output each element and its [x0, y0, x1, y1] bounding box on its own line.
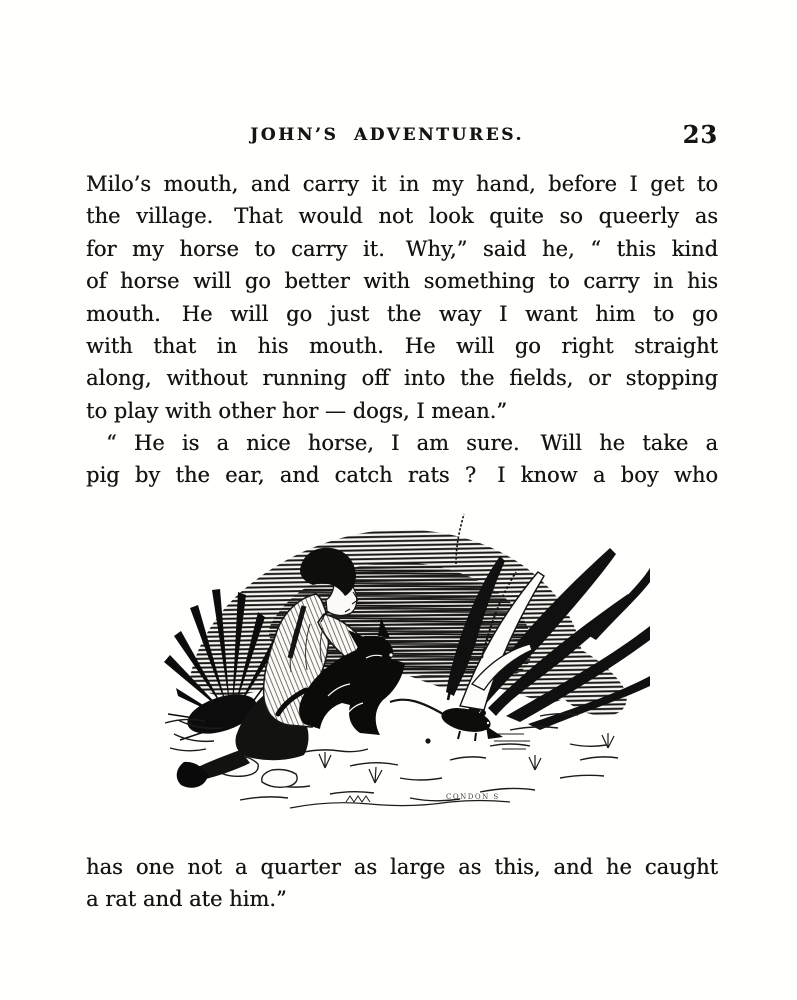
- text-line: pig by the ear, and catch rats ? I know a boy who: [86, 463, 718, 488]
- text-line: along, without running off into the fields, or stopping: [86, 366, 718, 391]
- paragraph-2: [86, 427, 718, 492]
- engraver-signature: CONDON S: [446, 793, 500, 801]
- text-line: has one not a quarter as large as this, and he caught: [86, 855, 718, 879]
- text-line: Milo’s mouth, and carry it in my hand, before I get to: [86, 172, 718, 196]
- running-head: JOHN’S ADVENTURES.: [250, 125, 524, 145]
- paragraph-1: [86, 168, 718, 427]
- paragraph-3: [86, 851, 718, 916]
- text-line: a rat and ate him.”: [86, 887, 287, 912]
- illustration: [150, 508, 650, 818]
- text-line: for my horse to carry it. Why,” said he, “ this kind: [86, 236, 718, 261]
- text-line: the village. That would not look quite so queerly as: [86, 204, 718, 229]
- text-line: of horse will go better with something to carry in his: [86, 269, 718, 294]
- text-line: with that in his mouth. He will go right straight: [86, 334, 718, 359]
- text-line: mouth. He will go just the way I want him to go: [86, 301, 718, 326]
- text-line: to play with other hor — dogs, I mean.”: [86, 398, 508, 423]
- text-line: “ He is a nice horse, I am sure. Will he take a: [106, 431, 718, 455]
- page-header: [86, 120, 718, 155]
- rat-figure: [390, 700, 503, 744]
- page-number: 23: [682, 120, 718, 149]
